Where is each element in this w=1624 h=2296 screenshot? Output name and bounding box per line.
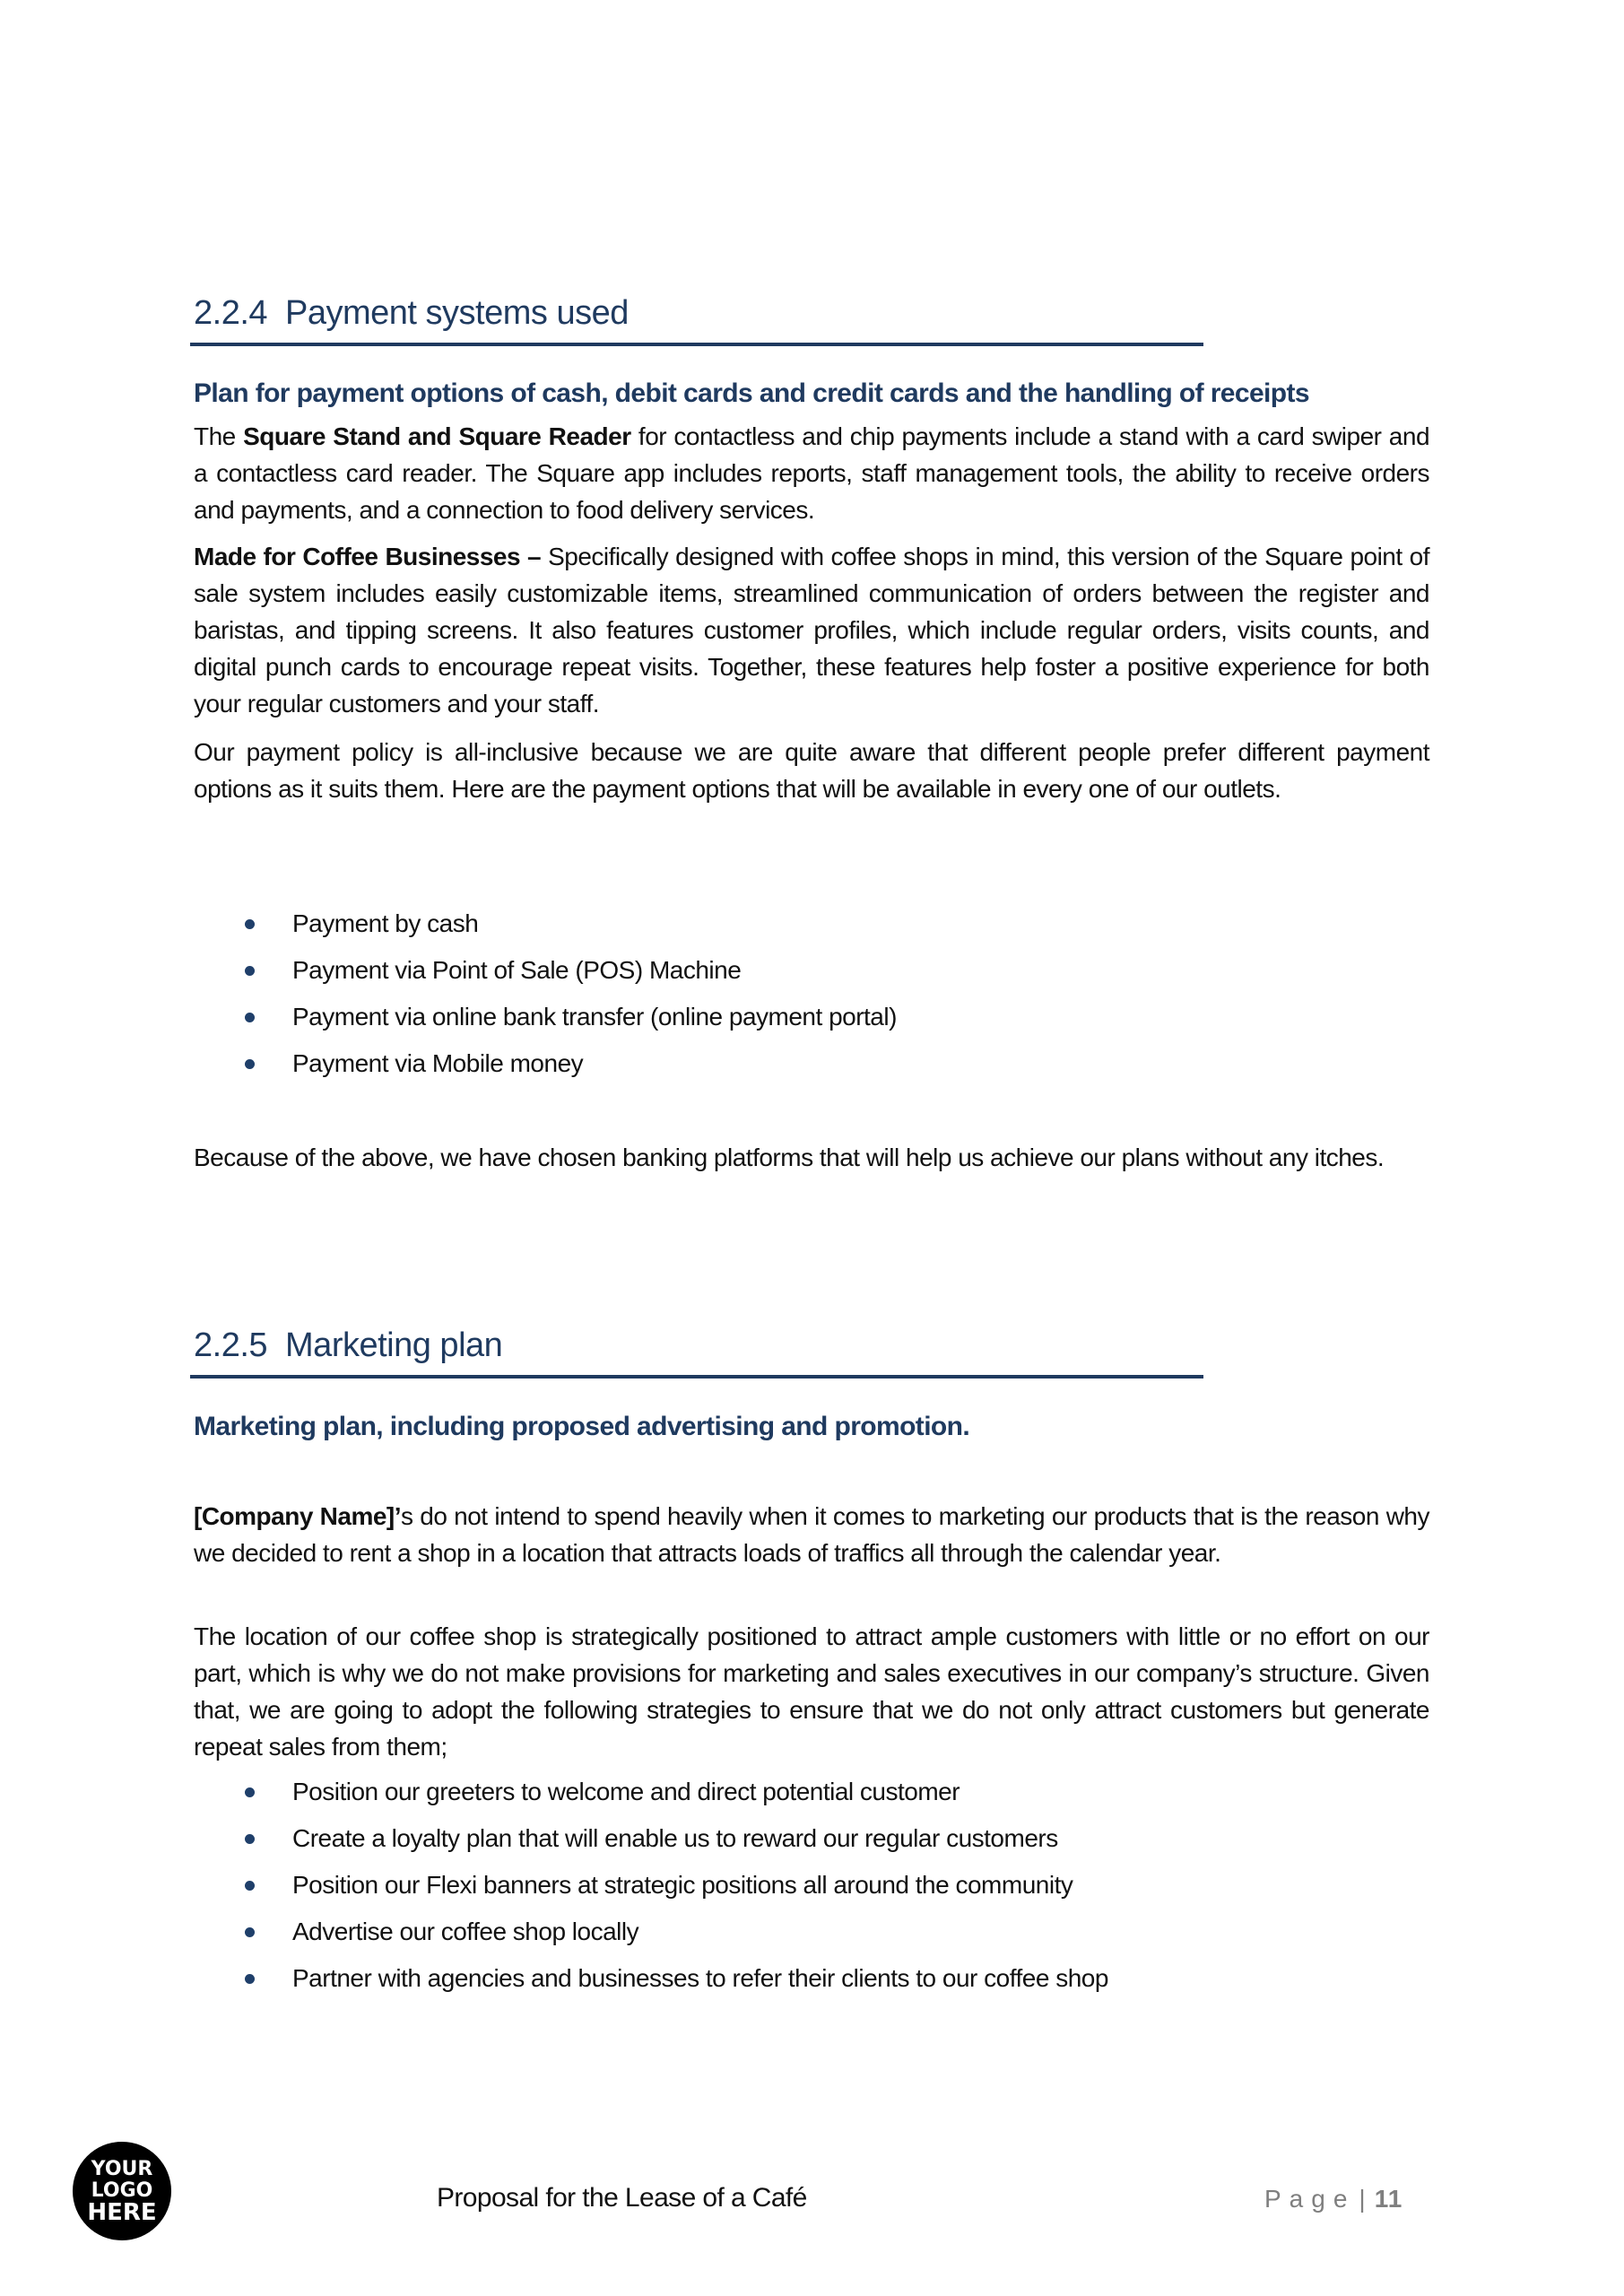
bullet-icon xyxy=(245,1927,255,1937)
bullet-icon xyxy=(245,1059,255,1069)
bullet-icon xyxy=(245,966,255,976)
list-item-text: Position our greeters to welcome and direct potential customer xyxy=(292,1778,960,1805)
page-label: Page xyxy=(1264,2185,1356,2213)
bold-text: Square Stand and Square Reader xyxy=(243,422,631,450)
bullet-icon xyxy=(245,1013,255,1022)
list-item xyxy=(194,1955,1108,2002)
paragraph-company-spend xyxy=(194,1498,1429,1571)
text-run: for contactless and chip payments include a stand with a card swiper and a contactless card reader. The Square app includes reports, staff management tools, the ability to receive orders and payments, and a connection to food delivery services. xyxy=(194,422,1430,524)
list-item-text: Payment via Mobile money xyxy=(292,1049,584,1077)
bullet-icon xyxy=(245,919,255,929)
section-number: 2.2.4 xyxy=(194,294,268,332)
list-item-text: Payment via Point of Sale (POS) Machine xyxy=(292,956,742,984)
list-item xyxy=(194,1815,1108,1862)
list-item xyxy=(194,994,897,1040)
paragraph-square-stand xyxy=(194,418,1429,528)
list-item xyxy=(194,900,897,947)
text-run: Specifically designed with coffee shops in mind, this version of the Square point of sale system includes easily customizable items, streamlined communication of orders between the register and baristas, and tipping screens. It also features customer profiles, which include regular orders, visits counts, and digital punch cards to encourage repeat visits. Together, these features help foster a positive experience for both your regular customers and your staff. xyxy=(194,543,1429,718)
bold-text: [Company Name]’ xyxy=(194,1502,402,1530)
section-title: Marketing plan xyxy=(285,1326,503,1364)
footer-page-number xyxy=(1264,2185,1403,2213)
section-title: Payment systems used xyxy=(285,294,629,332)
text-run: The xyxy=(194,422,244,450)
list-item-text: Create a loyalty plan that will enable us to reward our regular customers xyxy=(292,1824,1058,1852)
list-item-text: Partner with agencies and businesses to refer their clients to our coffee shop xyxy=(292,1964,1108,1992)
page-number: 11 xyxy=(1374,2185,1403,2213)
bullet-icon xyxy=(245,1787,255,1797)
page-separator: | xyxy=(1359,2185,1366,2213)
paragraph-coffee-businesses xyxy=(194,538,1429,722)
logo-text-line: HERE xyxy=(87,2199,157,2226)
section-heading-payment-systems xyxy=(194,296,1429,330)
section-number: 2.2.5 xyxy=(194,1326,268,1364)
list-item-text: Payment via online bank transfer (online payment portal) xyxy=(292,1003,897,1031)
paragraph-payment-policy: Our payment policy is all-inclusive because we are quite aware that different people prefer different payment options as it suits them. Here are the payment options that will be available in every one of our outlets. xyxy=(194,738,1429,803)
bullet-icon xyxy=(245,1881,255,1891)
logo-text-line: YOUR xyxy=(91,2158,153,2180)
list-item-text: Position our Flexi banners at strategic positions all around the community xyxy=(292,1871,1073,1899)
list-item xyxy=(194,1040,897,1087)
marketing-strategies-list xyxy=(194,1769,1108,2002)
paragraph-banking-platforms: Because of the above, we have chosen banking platforms that will help us achieve our plans without any itches. xyxy=(194,1144,1385,1171)
heading-underline xyxy=(190,343,1203,346)
list-item xyxy=(194,1909,1108,1955)
subheading-payment-options: Plan for payment options of cash, debit cards and credit cards and the handling of receipts xyxy=(194,378,1309,408)
section-heading-marketing-plan xyxy=(194,1328,1429,1362)
company-logo-placeholder xyxy=(73,2142,171,2240)
logo-text-line: LOGO xyxy=(91,2179,153,2202)
heading-underline xyxy=(190,1375,1203,1378)
bullet-icon xyxy=(245,1834,255,1844)
list-item-text: Advertise our coffee shop locally xyxy=(292,1918,639,1945)
list-item xyxy=(194,1862,1108,1909)
subheading-marketing-plan: Marketing plan, including proposed advertising and promotion. xyxy=(194,1412,970,1441)
paragraph-location-strategy: The location of our coffee shop is strategically positioned to attract ample customers with little or no effort on our part, which is why we do not make provisions for marketing and sales executives in our company’s structure. Given that, we are going to adopt the following strategies to ensure that we do not only attract customers but generate repeat sales from them; xyxy=(194,1622,1429,1761)
bullet-icon xyxy=(245,1974,255,1984)
list-item xyxy=(194,1769,1108,1815)
payment-options-list xyxy=(194,900,897,1087)
text-run: s do not intend to spend heavily when it comes to marketing our products that is the reason why we decided to rent a shop in a location that attracts loads of traffics all through the calendar year. xyxy=(194,1502,1429,1567)
bold-text: Made for Coffee Businesses – xyxy=(194,543,542,570)
list-item xyxy=(194,947,897,994)
footer-document-title: Proposal for the Lease of a Café xyxy=(437,2183,807,2213)
list-item-text: Payment by cash xyxy=(292,909,479,937)
